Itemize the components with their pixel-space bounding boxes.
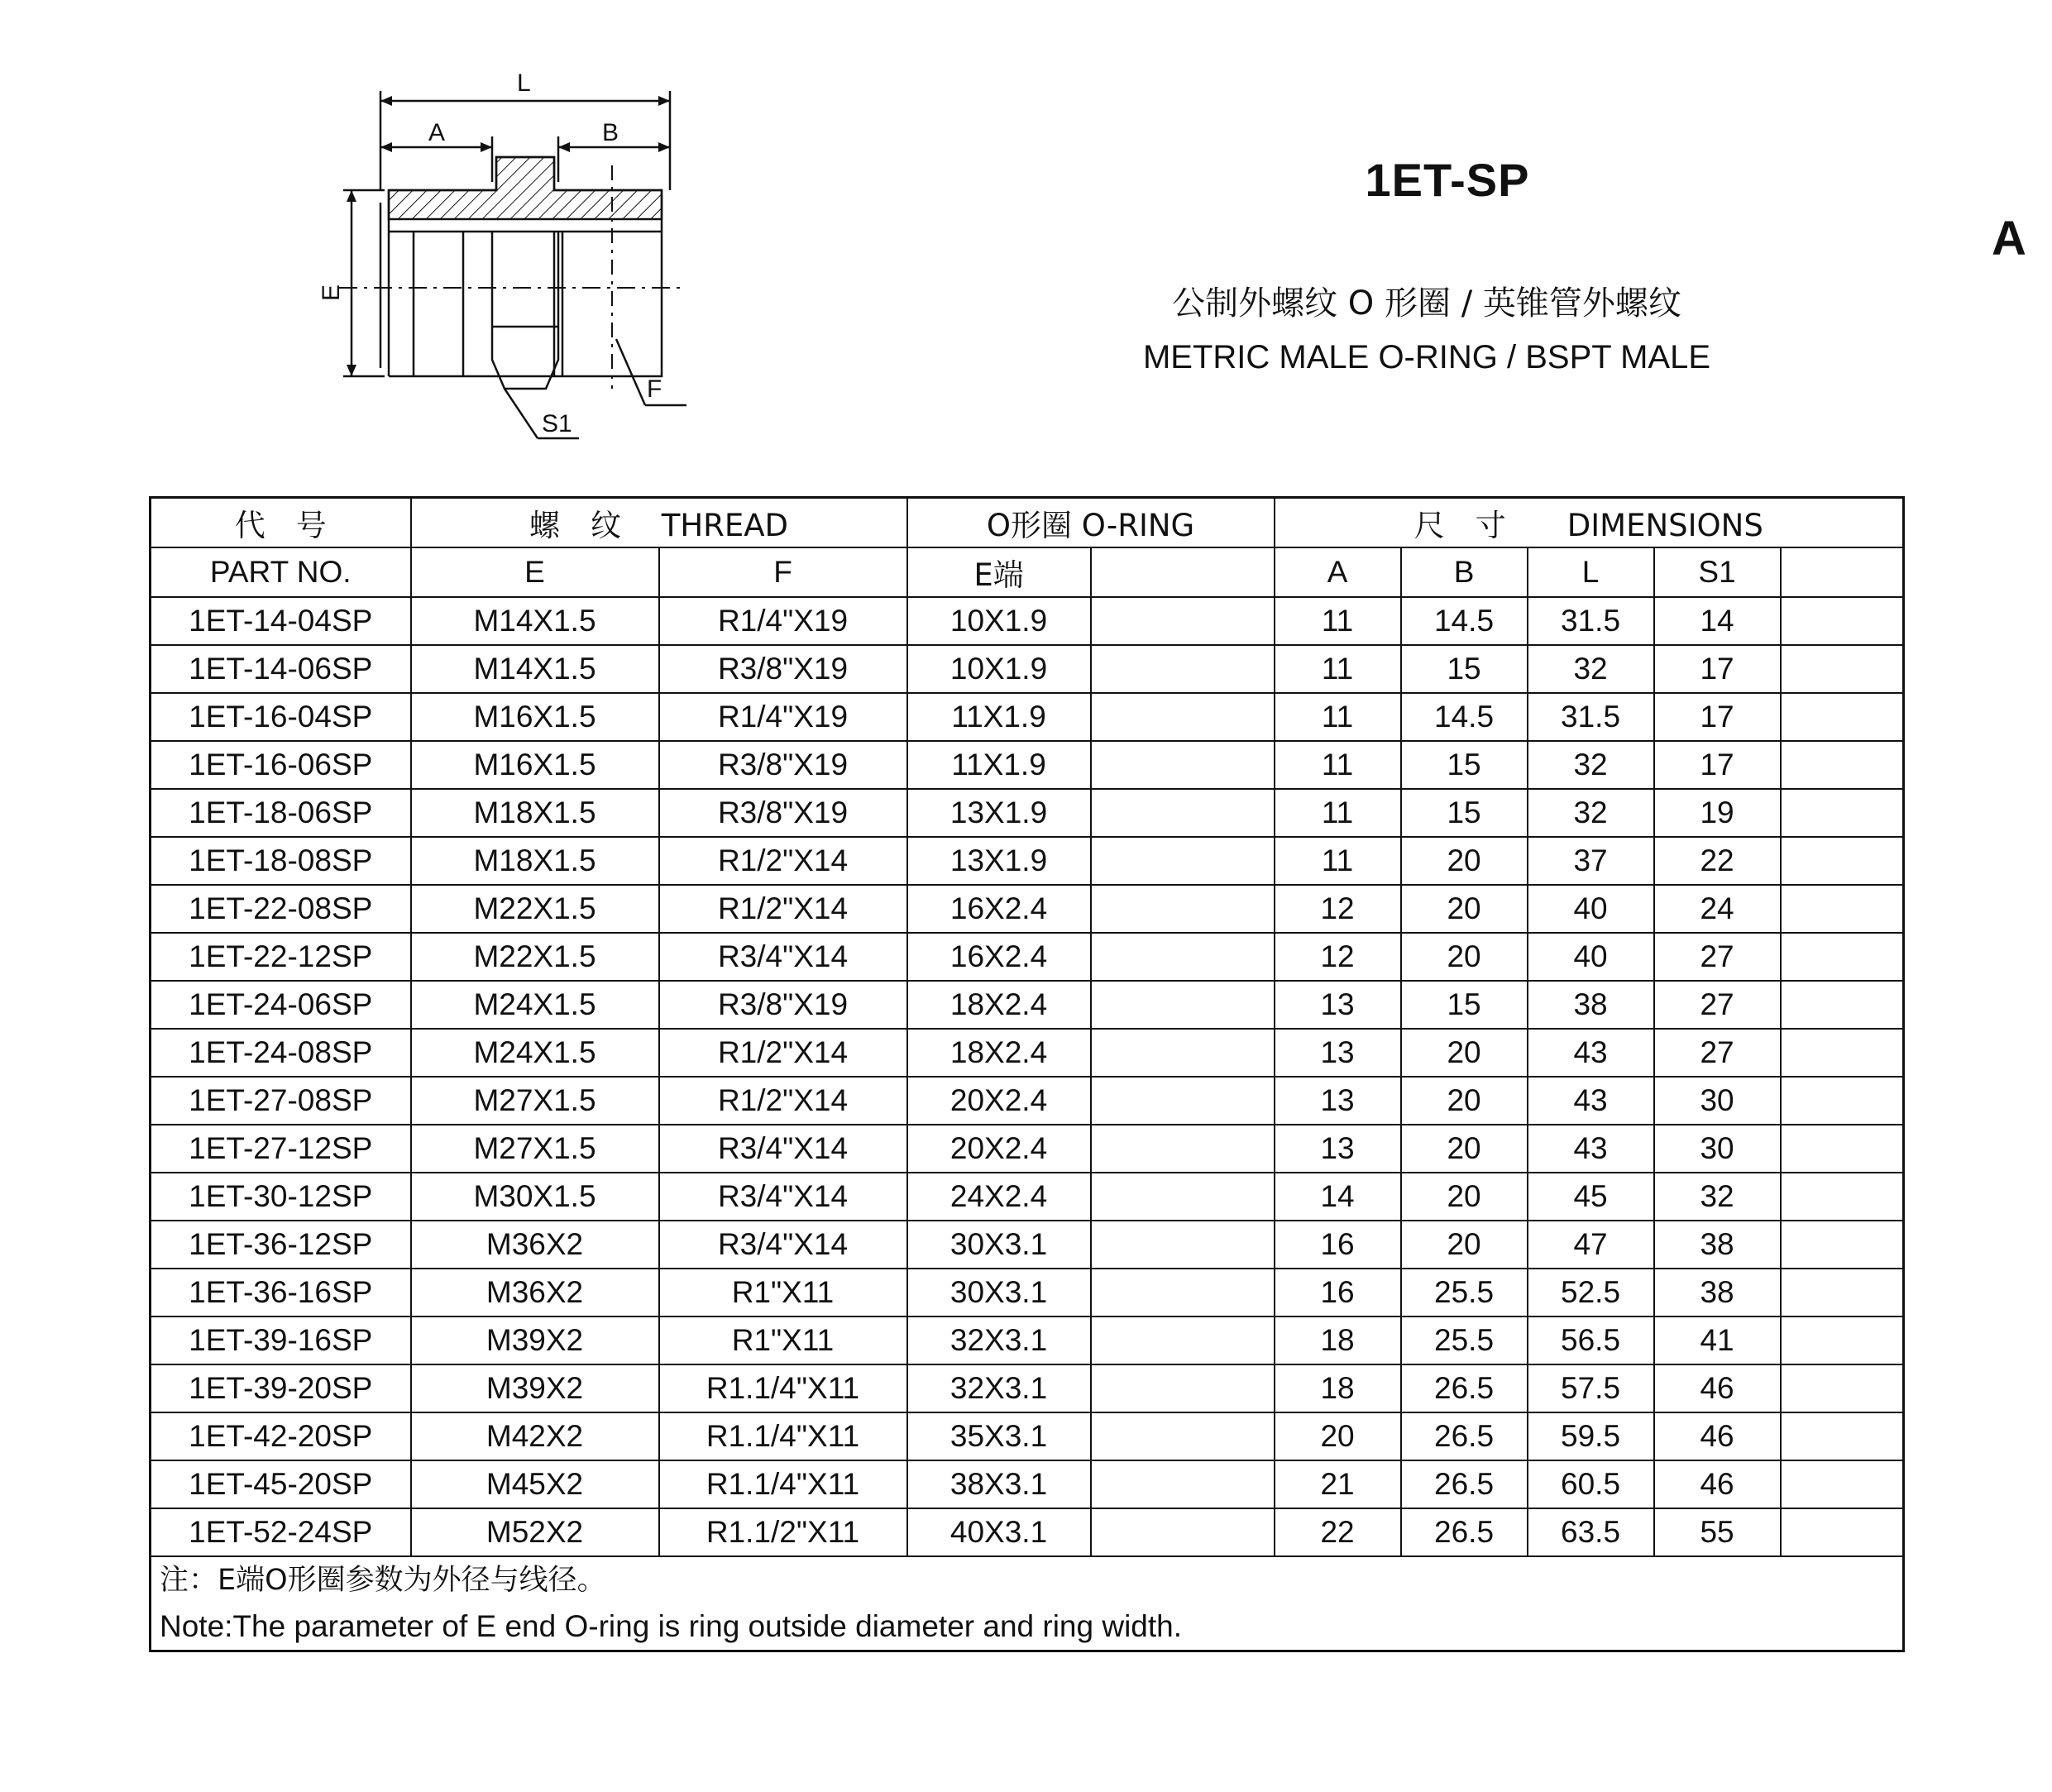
cell-blank [1781,1125,1904,1173]
table-row [151,1412,1904,1460]
cell-dim-a: 21 [1275,1460,1401,1508]
cell-thread-e: M22X1.5 [411,933,659,981]
cell-dim-a: 20 [1275,1412,1401,1460]
cell-blank [1091,1460,1275,1508]
cell-oring-e: 11X1.9 [907,741,1091,789]
cell-oring-e: 35X3.1 [907,1412,1091,1460]
cell-dim-a: 13 [1275,1125,1401,1173]
cell-blank [1091,885,1275,933]
label-F: F [647,375,662,403]
subtitle-english: METRIC MALE O-RING / BSPT MALE [1142,339,1711,375]
cell-thread-e: M24X1.5 [411,1029,659,1077]
cell-blank [1091,741,1275,789]
cell-blank [1091,597,1275,645]
cell-part-no: 1ET-14-04SP [151,597,411,645]
cell-part-no: 1ET-24-08SP [151,1029,411,1077]
cell-part-no: 1ET-39-20SP [151,1364,411,1412]
label-A: A [428,119,446,146]
header-dim-blank [1781,547,1904,597]
cell-dim-s1: 27 [1654,981,1781,1029]
sub-header-row [151,547,1904,597]
cell-dim-a: 11 [1275,741,1401,789]
cell-oring-e: 38X3.1 [907,1460,1091,1508]
product-title: 1ET-SP [1365,154,1530,206]
cell-dim-l: 40 [1528,933,1654,981]
cell-thread-e: M52X2 [411,1508,659,1556]
header-oring: O形圈 O-RING [907,498,1275,548]
cell-blank [1091,693,1275,741]
cell-dim-l: 60.5 [1528,1460,1654,1508]
cell-blank [1091,1412,1275,1460]
cell-dim-b: 25.5 [1401,1269,1528,1317]
cell-blank [1091,1269,1275,1317]
header-dim-s1: S1 [1654,547,1781,597]
cell-oring-e: 18X2.4 [907,981,1091,1029]
cell-thread-e: M14X1.5 [411,645,659,693]
table-row [151,1508,1904,1556]
cell-thread-e: M42X2 [411,1412,659,1460]
cell-thread-e: M36X2 [411,1269,659,1317]
cell-oring-e: 20X2.4 [907,1077,1091,1125]
note-chinese: 注：E端O形圈参数为外径与线径。 [160,1564,606,1597]
cell-oring-e: 24X2.4 [907,1173,1091,1221]
cell-blank [1781,981,1904,1029]
label-E: E [318,284,345,301]
cell-dim-a: 18 [1275,1364,1401,1412]
cell-blank [1781,1173,1904,1221]
cell-part-no: 1ET-39-16SP [151,1317,411,1364]
header-dim-l: L [1528,547,1654,597]
cell-dim-b: 15 [1401,741,1528,789]
cell-dim-b: 14.5 [1401,693,1528,741]
note-english: Note:The parameter of E end O-ring is ring outside diameter and ring width. [160,1609,1183,1643]
cell-blank [1781,1460,1904,1508]
cell-oring-e: 16X2.4 [907,933,1091,981]
note-cell [151,1556,1904,1651]
cell-dim-l: 63.5 [1528,1508,1654,1556]
cell-dim-s1: 38 [1654,1221,1781,1269]
cell-dim-s1: 27 [1654,933,1781,981]
cell-dim-s1: 14 [1654,597,1781,645]
table-row [151,789,1904,837]
cell-thread-e: M27X1.5 [411,1077,659,1125]
cell-part-no: 1ET-18-08SP [151,837,411,885]
cell-oring-e: 10X1.9 [907,597,1091,645]
cell-dim-l: 56.5 [1528,1317,1654,1364]
cell-dim-a: 13 [1275,981,1401,1029]
cell-blank [1781,1412,1904,1460]
cell-blank [1781,1508,1904,1556]
cell-oring-e: 30X3.1 [907,1269,1091,1317]
cell-thread-e: M16X1.5 [411,741,659,789]
fitting-drawing [306,58,703,455]
cell-dim-s1: 27 [1654,1029,1781,1077]
cell-oring-e: 32X3.1 [907,1364,1091,1412]
cell-oring-e: 32X3.1 [907,1317,1091,1364]
cell-thread-e: M39X2 [411,1317,659,1364]
table-row [151,837,1904,885]
cell-thread-f: R3/8"X19 [659,741,907,789]
cell-blank [1091,1508,1275,1556]
cell-dim-a: 18 [1275,1317,1401,1364]
cell-blank [1091,1317,1275,1364]
cell-thread-f: R1/2"X14 [659,885,907,933]
cell-dim-b: 15 [1401,981,1528,1029]
cell-dim-a: 13 [1275,1029,1401,1077]
cell-blank [1091,1077,1275,1125]
cell-dim-a: 11 [1275,693,1401,741]
cell-dim-b: 20 [1401,885,1528,933]
cell-blank [1091,981,1275,1029]
cell-thread-f: R1"X11 [659,1317,907,1364]
table-row [151,597,1904,645]
cell-thread-f: R1.1/4"X11 [659,1364,907,1412]
cell-blank [1091,1173,1275,1221]
cell-oring-e: 10X1.9 [907,645,1091,693]
cell-dim-l: 43 [1528,1029,1654,1077]
cell-thread-f: R1.1/2"X11 [659,1508,907,1556]
cell-blank [1091,1364,1275,1412]
table-row [151,1125,1904,1173]
cell-dim-l: 31.5 [1528,693,1654,741]
cell-dim-b: 25.5 [1401,1317,1528,1364]
cell-dim-s1: 17 [1654,645,1781,693]
cell-thread-e: M18X1.5 [411,837,659,885]
cell-dim-a: 12 [1275,885,1401,933]
cell-thread-f: R1/2"X14 [659,1077,907,1125]
cell-dim-s1: 30 [1654,1125,1781,1173]
cell-dim-s1: 30 [1654,1077,1781,1125]
cell-part-no: 1ET-27-12SP [151,1125,411,1173]
label-S1: S1 [542,410,572,437]
cell-thread-f: R1"X11 [659,1269,907,1317]
cell-dim-b: 20 [1401,1221,1528,1269]
cell-dim-l: 47 [1528,1221,1654,1269]
header-oring-e: E端 [907,547,1091,597]
cell-thread-f: R3/8"X19 [659,645,907,693]
group-header-row [151,498,1904,548]
cell-thread-e: M45X2 [411,1460,659,1508]
cell-thread-e: M18X1.5 [411,789,659,837]
cell-thread-f: R1/4"X19 [659,597,907,645]
cell-blank [1091,933,1275,981]
cell-oring-e: 30X3.1 [907,1221,1091,1269]
cell-oring-e: 40X3.1 [907,1508,1091,1556]
cell-thread-e: M14X1.5 [411,597,659,645]
cell-blank [1781,1077,1904,1125]
cell-thread-f: R1/4"X19 [659,693,907,741]
cell-part-no: 1ET-22-12SP [151,933,411,981]
cell-dim-b: 26.5 [1401,1508,1528,1556]
cell-blank [1781,885,1904,933]
cell-thread-e: M16X1.5 [411,693,659,741]
header-thread-f: F [659,547,907,597]
cell-blank [1781,597,1904,645]
header-thread: 螺 纹 THREAD [411,498,907,548]
header-oring-blank [1091,547,1275,597]
cell-thread-f: R3/8"X19 [659,981,907,1029]
cell-part-no: 1ET-22-08SP [151,885,411,933]
cell-dim-b: 20 [1401,1077,1528,1125]
cell-thread-f: R1.1/4"X11 [659,1412,907,1460]
cell-dim-l: 38 [1528,981,1654,1029]
cell-dim-b: 14.5 [1401,597,1528,645]
table-row [151,645,1904,693]
cell-part-no: 1ET-16-06SP [151,741,411,789]
cell-dim-l: 59.5 [1528,1412,1654,1460]
cell-part-no: 1ET-16-04SP [151,693,411,741]
cell-blank [1781,1221,1904,1269]
cell-blank [1091,789,1275,837]
cell-thread-e: M30X1.5 [411,1173,659,1221]
cell-dim-a: 11 [1275,645,1401,693]
cell-thread-f: R1/2"X14 [659,837,907,885]
cell-thread-f: R3/8"X19 [659,789,907,837]
cell-part-no: 1ET-36-12SP [151,1221,411,1269]
cell-thread-f: R1.1/4"X11 [659,1460,907,1508]
cell-dim-l: 37 [1528,837,1654,885]
cell-dim-a: 12 [1275,933,1401,981]
cell-dim-b: 15 [1401,645,1528,693]
cell-thread-f: R3/4"X14 [659,1125,907,1173]
cell-blank [1091,645,1275,693]
label-B: B [602,119,619,146]
cell-dim-s1: 46 [1654,1460,1781,1508]
cell-blank [1091,1125,1275,1173]
cell-dim-a: 11 [1275,597,1401,645]
table-row [151,981,1904,1029]
cell-dim-a: 11 [1275,837,1401,885]
header-dim-b: B [1401,547,1528,597]
cell-dim-b: 20 [1401,1125,1528,1173]
cell-part-no: 1ET-27-08SP [151,1077,411,1125]
cell-oring-e: 20X2.4 [907,1125,1091,1173]
cell-part-no: 1ET-30-12SP [151,1173,411,1221]
cell-dim-a: 22 [1275,1508,1401,1556]
cell-dim-s1: 55 [1654,1508,1781,1556]
header-part-no: PART NO. [151,547,411,597]
cell-blank [1091,837,1275,885]
table-row [151,741,1904,789]
cell-thread-f: R3/4"X14 [659,1221,907,1269]
table-row [151,1269,1904,1317]
cell-oring-e: 13X1.9 [907,837,1091,885]
cell-part-no: 1ET-52-24SP [151,1508,411,1556]
cell-dim-l: 31.5 [1528,597,1654,645]
cell-dim-l: 43 [1528,1125,1654,1173]
cell-dim-a: 13 [1275,1077,1401,1125]
cell-thread-f: R3/4"X14 [659,1173,907,1221]
table-row [151,1029,1904,1077]
table-row [151,1173,1904,1221]
cell-oring-e: 13X1.9 [907,789,1091,837]
cell-part-no: 1ET-18-06SP [151,789,411,837]
table-row [151,1077,1904,1125]
table-row [151,1364,1904,1412]
cell-blank [1781,1317,1904,1364]
cell-thread-f: R3/4"X14 [659,933,907,981]
cell-oring-e: 16X2.4 [907,885,1091,933]
cell-blank [1781,837,1904,885]
cell-blank [1781,1029,1904,1077]
cell-dim-s1: 19 [1654,789,1781,837]
header-dimensions: 尺 寸 DIMENSIONS [1275,498,1904,548]
cell-dim-s1: 46 [1654,1412,1781,1460]
cell-dim-l: 32 [1528,645,1654,693]
cell-blank [1781,933,1904,981]
cell-dim-b: 26.5 [1401,1364,1528,1412]
table-row [151,885,1904,933]
note-row [151,1556,1904,1651]
cell-dim-b: 26.5 [1401,1412,1528,1460]
cell-dim-a: 16 [1275,1221,1401,1269]
cell-dim-s1: 17 [1654,693,1781,741]
cell-dim-s1: 17 [1654,741,1781,789]
cell-dim-b: 26.5 [1401,1460,1528,1508]
table-row [151,933,1904,981]
header-thread-e: E [411,547,659,597]
cell-part-no: 1ET-42-20SP [151,1412,411,1460]
cell-oring-e: 11X1.9 [907,693,1091,741]
cell-dim-l: 32 [1528,789,1654,837]
table-row [151,693,1904,741]
header-dim-a: A [1275,547,1401,597]
cell-dim-s1: 38 [1654,1269,1781,1317]
cell-blank [1091,1221,1275,1269]
cell-dim-s1: 24 [1654,885,1781,933]
cell-dim-l: 40 [1528,885,1654,933]
cell-dim-l: 57.5 [1528,1364,1654,1412]
cell-blank [1781,1269,1904,1317]
cell-blank [1781,741,1904,789]
cell-part-no: 1ET-24-06SP [151,981,411,1029]
cell-dim-s1: 46 [1654,1364,1781,1412]
cell-dim-s1: 32 [1654,1173,1781,1221]
cell-thread-e: M22X1.5 [411,885,659,933]
table-row [151,1317,1904,1364]
section-letter: A [1992,212,2026,265]
table-row [151,1460,1904,1508]
cell-part-no: 1ET-45-20SP [151,1460,411,1508]
cell-blank [1781,693,1904,741]
cell-blank [1091,1029,1275,1077]
cell-thread-e: M39X2 [411,1364,659,1412]
table-row [151,1221,1904,1269]
cell-blank [1781,789,1904,837]
cell-thread-e: M27X1.5 [411,1125,659,1173]
cell-blank [1781,645,1904,693]
header-part-cn: 代 号 [151,498,411,548]
cell-thread-f: R1/2"X14 [659,1029,907,1077]
cell-oring-e: 18X2.4 [907,1029,1091,1077]
cell-dim-l: 45 [1528,1173,1654,1221]
cell-thread-e: M24X1.5 [411,981,659,1029]
cell-dim-b: 20 [1401,933,1528,981]
cell-dim-l: 32 [1528,741,1654,789]
cell-dim-l: 43 [1528,1077,1654,1125]
spec-table [149,496,1905,1652]
cell-thread-e: M36X2 [411,1221,659,1269]
cell-dim-a: 16 [1275,1269,1401,1317]
cell-dim-b: 20 [1401,1029,1528,1077]
cell-dim-b: 20 [1401,837,1528,885]
label-L: L [517,69,531,97]
cell-blank [1781,1364,1904,1412]
cell-dim-b: 20 [1401,1173,1528,1221]
cell-dim-a: 14 [1275,1173,1401,1221]
subtitle-chinese: 公制外螺纹 O 形圈 / 英锥管外螺纹 [1172,284,1681,323]
cell-dim-l: 52.5 [1528,1269,1654,1317]
cell-dim-s1: 22 [1654,837,1781,885]
cell-dim-s1: 41 [1654,1317,1781,1364]
cell-part-no: 1ET-14-06SP [151,645,411,693]
cell-part-no: 1ET-36-16SP [151,1269,411,1317]
cell-dim-b: 15 [1401,789,1528,837]
cell-dim-a: 11 [1275,789,1401,837]
